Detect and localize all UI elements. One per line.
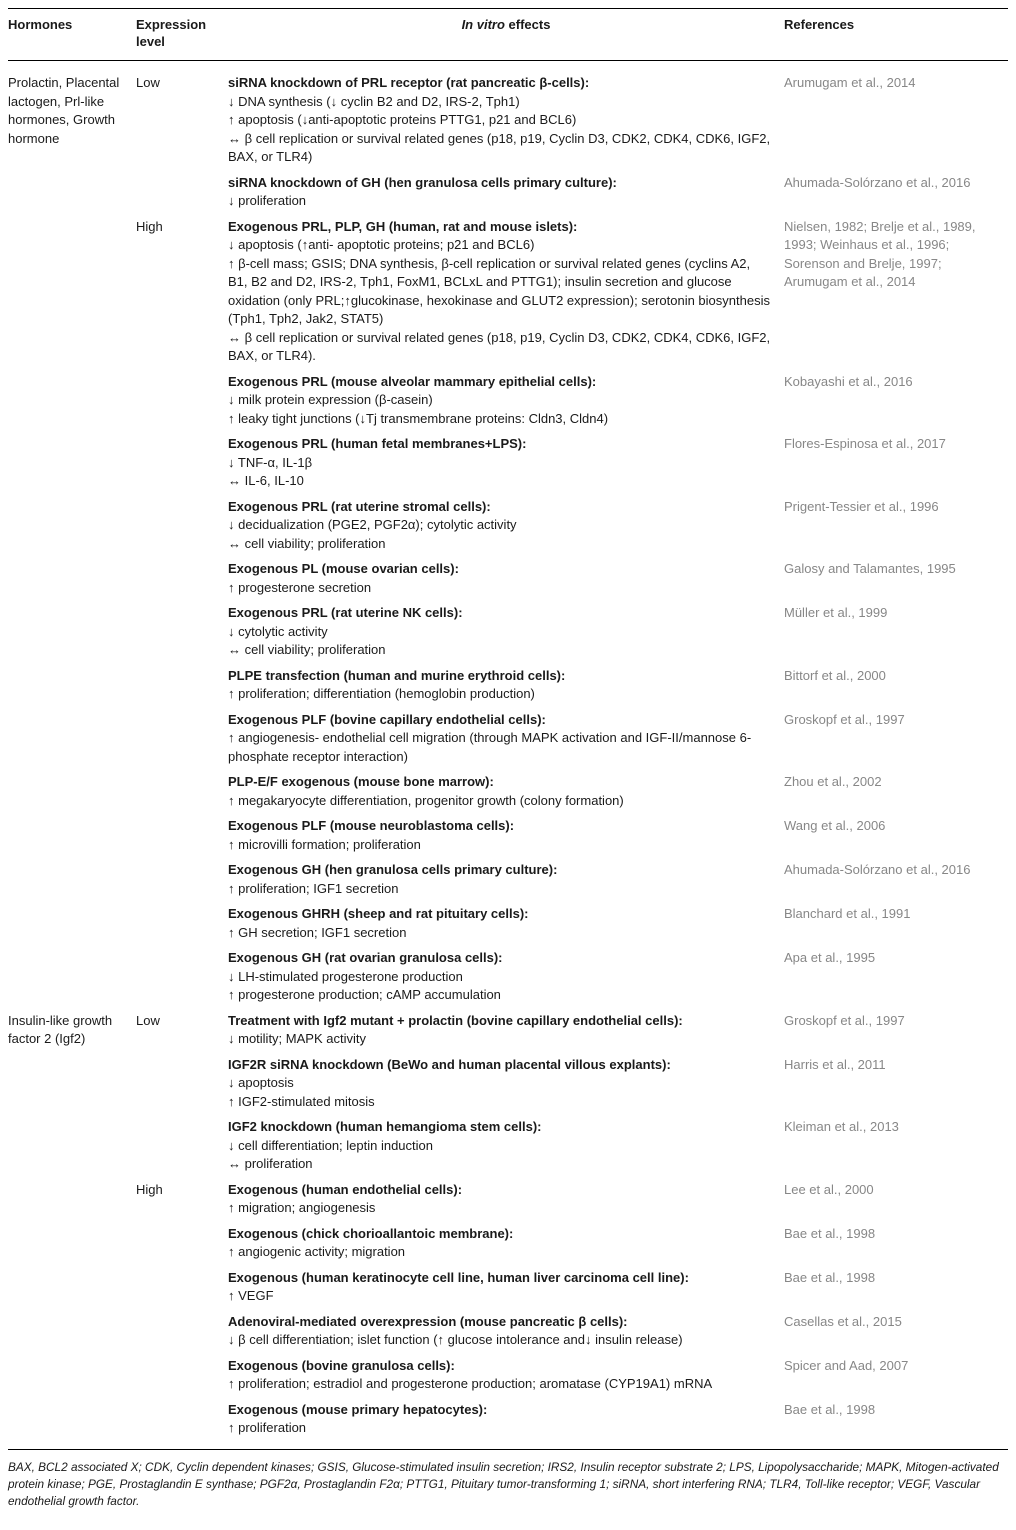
effect-line: ↓ apoptosis (↑anti- apoptotic proteins; p21 and BCL6) bbox=[228, 237, 535, 252]
effect-line: ↑ apoptosis (↓anti-apoptotic proteins PTTG1, p21 and BCL6) bbox=[228, 112, 577, 127]
expression-level-cell bbox=[136, 498, 228, 554]
effect-line: ↑ β-cell mass; GSIS; DNA synthesis, β-cell replication or survival related genes (cyclins A2, B1, B2 and D2, IRS-2, Tph1, FoxM1, BCLxL and PTTG1); insulin secretion and glucose oxidation (only PRL;↑glucokinase, hexokinase and GLUT2 expression); serotonin biosynthesis (Tph1, Tph2, Jak2, STAT5) bbox=[228, 255, 770, 326]
effects-cell bbox=[228, 1225, 784, 1262]
hormone-cell bbox=[8, 773, 136, 810]
effect-line: ↓ decidualization (PGE2, PGF2α); cytolytic activity bbox=[228, 517, 517, 532]
reference-cell: Groskopf et al., 1997 bbox=[784, 1012, 905, 1028]
entry-title: Exogenous PL (mouse ovarian cells): bbox=[228, 561, 459, 576]
effect-line: ↑ progesterone secretion bbox=[228, 579, 372, 595]
entry-title: siRNA knockdown of PRL receptor (rat pancreatic β-cells): bbox=[228, 75, 590, 90]
header-hormones: Hormones bbox=[8, 17, 73, 32]
effect-line: ↔ β cell replication or survival related genes (p18, p19, Cyclin D3, CDK2, CDK4, CDK6, IGF2, BAX, or TLR4). bbox=[228, 329, 771, 363]
effects-cell bbox=[228, 74, 784, 167]
entry-title: siRNA knockdown of GH (hen granulosa cells primary culture): bbox=[228, 174, 617, 190]
table-row bbox=[8, 905, 1008, 942]
table-row bbox=[8, 1225, 1008, 1262]
hormone-cell bbox=[8, 435, 136, 491]
expression-level-cell bbox=[136, 1225, 228, 1262]
expression-level-cell: Low bbox=[136, 75, 160, 90]
expression-level-cell bbox=[136, 861, 228, 898]
table-row bbox=[8, 435, 1008, 491]
table-row bbox=[8, 1118, 1008, 1174]
expression-level-cell: High bbox=[136, 1181, 163, 1197]
effect-line: ↑ proliferation bbox=[228, 1420, 307, 1435]
effects-cell bbox=[228, 817, 784, 854]
effects-cell bbox=[228, 1401, 784, 1438]
hormone-cell bbox=[8, 667, 136, 704]
reference-cell: Spicer and Aad, 2007 bbox=[784, 1357, 909, 1373]
effect-line: ↑ megakaryocyte differentiation, progenitor growth (colony formation) bbox=[228, 792, 624, 808]
effect-line: ↔ proliferation bbox=[228, 1156, 313, 1171]
reference-cell: Ahumada-Solórzano et al., 2016 bbox=[784, 174, 971, 190]
expression-level-cell: Low bbox=[136, 1012, 160, 1028]
effect-line: ↓ cytolytic activity bbox=[228, 623, 328, 639]
table-row bbox=[8, 817, 1008, 854]
hormone-cell bbox=[8, 560, 136, 597]
hormone-cell bbox=[8, 174, 136, 211]
table-row bbox=[8, 604, 1008, 660]
reference-cell: Bae et al., 1998 bbox=[784, 1225, 876, 1241]
effects-cell bbox=[228, 905, 784, 942]
effects-cell bbox=[228, 435, 784, 491]
entry-title: Treatment with Igf2 mutant + prolactin (bovine capillary endothelial cells): bbox=[228, 1012, 683, 1028]
table-row bbox=[8, 861, 1008, 898]
effects-cell bbox=[228, 560, 784, 597]
entry-title: Exogenous PRL (rat uterine stromal cells): bbox=[228, 498, 491, 514]
table-row bbox=[8, 373, 1008, 429]
reference-cell: Bae et al., 1998 bbox=[784, 1401, 876, 1417]
reference-cell: Blanchard et al., 1991 bbox=[784, 906, 911, 921]
expression-level-cell bbox=[136, 1056, 228, 1112]
expression-level-cell bbox=[136, 1357, 228, 1394]
effects-cell bbox=[228, 711, 784, 767]
effect-line: ↑ microvilli formation; proliferation bbox=[228, 836, 421, 852]
hormone-cell bbox=[8, 498, 136, 554]
hormone-cell: Prolactin, Placental lactogen, Prl-like hormones, Growth hormone bbox=[8, 75, 120, 146]
effect-line: ↔ cell viability; proliferation bbox=[228, 642, 386, 657]
entry-title: Exogenous GH (hen granulosa cells primary culture): bbox=[228, 862, 558, 877]
expression-level-cell bbox=[136, 1118, 228, 1174]
effects-cell bbox=[228, 604, 784, 660]
table-footnote: BAX, BCL2 associated X; CDK, Cyclin dependent kinases; GSIS, Glucose-stimulated insulin secretion; IRS2, Insulin receptor substrate 2; LPS, Lipopolysaccharide; MAPK, Mitogen-activated protein kinase; PGE, Prostaglandin E synthase; PGF2α, Prostaglandin F2α; PTTG1, Pituitary tumor-transforming 1; siRNA, short interfering RNA; TLR4, Toll-like receptor; VEGF, Vascular endothelial growth factor. bbox=[8, 1459, 999, 1508]
effects-table bbox=[8, 8, 1008, 1450]
entry-title: Exogenous PRL (mouse alveolar mammary epithelial cells): bbox=[228, 373, 597, 389]
reference-cell: Bae et al., 1998 bbox=[784, 1269, 876, 1285]
effect-line: ↓ DNA synthesis (↓ cyclin B2 and D2, IRS-2, Tph1) bbox=[228, 93, 520, 109]
hormone-cell bbox=[8, 1401, 136, 1438]
entry-title: Exogenous GH (rat ovarian granulosa cells): bbox=[228, 950, 503, 965]
hormone-cell bbox=[8, 218, 136, 366]
effect-line: ↑ leaky tight junctions (↓Tj transmembrane proteins: Cldn3, Cldn4) bbox=[228, 410, 609, 426]
hormone-cell bbox=[8, 604, 136, 660]
effects-cell bbox=[228, 498, 784, 554]
reference-cell: Flores-Espinosa et al., 2017 bbox=[784, 436, 946, 451]
reference-cell: Harris et al., 2011 bbox=[784, 1056, 886, 1072]
entry-title: Exogenous (chick chorioallantoic membrane): bbox=[228, 1225, 514, 1241]
effects-cell bbox=[228, 949, 784, 1005]
entry-title: IGF2R siRNA knockdown (BeWo and human placental villous explants): bbox=[228, 1056, 671, 1072]
table-row bbox=[8, 498, 1008, 554]
expression-level-cell bbox=[136, 1269, 228, 1306]
hormone-cell bbox=[8, 1313, 136, 1350]
effects-cell bbox=[228, 773, 784, 810]
reference-cell: Galosy and Talamantes, 1995 bbox=[784, 561, 956, 576]
hormone-cell bbox=[8, 373, 136, 429]
reference-cell: Zhou et al., 2002 bbox=[784, 774, 882, 789]
reference-cell: Groskopf et al., 1997 bbox=[784, 711, 905, 727]
effect-line: ↓ proliferation bbox=[228, 193, 307, 208]
effect-line: ↓ cell differentiation; leptin induction bbox=[228, 1137, 433, 1153]
table-row bbox=[8, 218, 1008, 366]
effect-line: ↑ migration; angiogenesis bbox=[228, 1200, 376, 1215]
hormone-cell bbox=[8, 1225, 136, 1262]
table-row bbox=[8, 1181, 1008, 1218]
reference-cell: Müller et al., 1999 bbox=[784, 605, 888, 620]
effect-line: ↔ β cell replication or survival related genes (p18, p19, Cyclin D3, CDK2, CDK4, CDK6, IGF2, BAX, or TLR4) bbox=[228, 130, 771, 164]
reference-cell: Lee et al., 2000 bbox=[784, 1181, 874, 1197]
effects-cell bbox=[228, 1012, 784, 1049]
effects-cell bbox=[228, 1118, 784, 1174]
table-row bbox=[8, 74, 1008, 167]
reference-cell: Arumugam et al., 2014 bbox=[784, 75, 916, 90]
effects-cell bbox=[228, 174, 784, 211]
header-references: References bbox=[784, 17, 855, 32]
entry-title: Exogenous PLF (mouse neuroblastoma cells): bbox=[228, 818, 515, 833]
hormone-cell bbox=[8, 817, 136, 854]
table-header-row bbox=[8, 9, 1008, 61]
hormone-cell: Insulin-like growth factor 2 (Igf2) bbox=[8, 1012, 113, 1046]
expression-level-cell bbox=[136, 373, 228, 429]
entry-title: Exogenous PRL (human fetal membranes+LPS): bbox=[228, 436, 527, 451]
table-row bbox=[8, 1313, 1008, 1350]
reference-cell: Bittorf et al., 2000 bbox=[784, 667, 886, 683]
expression-level-cell bbox=[136, 817, 228, 854]
table-row bbox=[8, 1056, 1008, 1112]
table-row bbox=[8, 1401, 1008, 1438]
expression-level-cell bbox=[136, 667, 228, 704]
effects-cell bbox=[228, 1269, 784, 1306]
effects-cell bbox=[228, 373, 784, 429]
reference-cell: Apa et al., 1995 bbox=[784, 950, 876, 965]
hormone-cell bbox=[8, 1118, 136, 1174]
effect-line: ↑ proliferation; differentiation (hemoglobin production) bbox=[228, 686, 535, 701]
table-row bbox=[8, 1012, 1008, 1049]
header-in-vitro-effects bbox=[228, 16, 784, 50]
reference-cell: Casellas et al., 2015 bbox=[784, 1313, 902, 1329]
table-row bbox=[8, 711, 1008, 767]
entry-title: PLP-E/F exogenous (mouse bone marrow): bbox=[228, 774, 494, 789]
expression-level-cell bbox=[136, 773, 228, 810]
hormone-cell bbox=[8, 861, 136, 898]
effect-line: ↓ LH-stimulated progesterone production bbox=[228, 968, 463, 984]
table-row bbox=[8, 1269, 1008, 1306]
entry-title: PLPE transfection (human and murine erythroid cells): bbox=[228, 667, 566, 683]
table-row bbox=[8, 773, 1008, 810]
effect-line: ↑ GH secretion; IGF1 secretion bbox=[228, 924, 407, 940]
effect-line: ↑ proliferation; IGF1 secretion bbox=[228, 880, 399, 896]
effect-line: ↑ angiogenesis- endothelial cell migration (through MAPK activation and IGF-II/mannose 6-phosphate receptor interaction) bbox=[228, 730, 752, 764]
expression-level-cell bbox=[136, 1313, 228, 1350]
effect-line: ↓ milk protein expression (β-casein) bbox=[228, 392, 433, 407]
hormone-cell bbox=[8, 905, 136, 942]
hormone-cell bbox=[8, 949, 136, 1005]
entry-title: Exogenous (mouse primary hepatocytes): bbox=[228, 1401, 488, 1417]
reference-cell: Ahumada-Solórzano et al., 2016 bbox=[784, 862, 971, 877]
expression-level-cell bbox=[136, 711, 228, 767]
expression-level-cell: High bbox=[136, 218, 163, 234]
table-body bbox=[8, 61, 1008, 1450]
expression-level-cell bbox=[136, 1401, 228, 1438]
expression-level-cell bbox=[136, 604, 228, 660]
reference-cell: Wang et al., 2006 bbox=[784, 818, 886, 833]
table-row bbox=[8, 667, 1008, 704]
effects-cell bbox=[228, 861, 784, 898]
expression-level-cell bbox=[136, 435, 228, 491]
entry-title: Exogenous PLF (bovine capillary endothelial cells): bbox=[228, 711, 546, 727]
effect-line: ↔ IL-6, IL-10 bbox=[228, 473, 304, 488]
hormone-cell bbox=[8, 711, 136, 767]
header-effects-italic-part: In vitro bbox=[461, 17, 505, 32]
reference-cell: Prigent-Tessier et al., 1996 bbox=[784, 498, 939, 514]
entry-title: Adenoviral-mediated overexpression (mouse pancreatic β cells): bbox=[228, 1313, 628, 1329]
entry-title: Exogenous (human endothelial cells): bbox=[228, 1181, 463, 1197]
table-row bbox=[8, 174, 1008, 211]
reference-cell: Nielsen, 1982; Brelje et al., 1989, 1993; Weinhaus et al., 1996; Sorenson and Brelje, 1997; Arumugam et al., 2014 bbox=[784, 218, 976, 289]
expression-level-cell bbox=[136, 905, 228, 942]
reference-cell: Kleiman et al., 2013 bbox=[784, 1119, 899, 1134]
effects-cell bbox=[228, 667, 784, 704]
entry-title: IGF2 knockdown (human hemangioma stem cells): bbox=[228, 1119, 542, 1134]
entry-title: Exogenous (bovine granulosa cells): bbox=[228, 1357, 455, 1373]
hormone-cell bbox=[8, 1357, 136, 1394]
effect-line: ↑ VEGF bbox=[228, 1288, 274, 1303]
effect-line: ↓ motility; MAPK activity bbox=[228, 1031, 366, 1046]
hormone-cell bbox=[8, 1269, 136, 1306]
effect-line: ↑ proliferation; estradiol and progesterone production; aromatase (CYP19A1) mRNA bbox=[228, 1376, 713, 1391]
table-row bbox=[8, 560, 1008, 597]
table-row bbox=[8, 1357, 1008, 1394]
effects-cell bbox=[228, 1056, 784, 1112]
effects-cell bbox=[228, 1313, 784, 1350]
header-effects-rest-part: effects bbox=[504, 17, 551, 32]
effect-line: ↓ TNF-α, IL-1β bbox=[228, 454, 313, 470]
effect-line: ↑ IGF2-stimulated mitosis bbox=[228, 1093, 375, 1109]
effect-line: ↑ progesterone production; cAMP accumulation bbox=[228, 987, 501, 1002]
effect-line: ↔ cell viability; proliferation bbox=[228, 535, 386, 551]
expression-level-cell bbox=[136, 949, 228, 1005]
expression-level-cell bbox=[136, 174, 228, 211]
header-expression-level: Expression level bbox=[136, 17, 207, 49]
hormone-cell bbox=[8, 1181, 136, 1218]
effects-cell bbox=[228, 1181, 784, 1218]
entry-title: Exogenous GHRH (sheep and rat pituitary cells): bbox=[228, 906, 529, 921]
entry-title: Exogenous (human keratinocyte cell line, human liver carcinoma cell line): bbox=[228, 1269, 689, 1285]
reference-cell: Kobayashi et al., 2016 bbox=[784, 373, 913, 389]
table-row bbox=[8, 949, 1008, 1005]
entry-title: Exogenous PRL, PLP, GH (human, rat and mouse islets): bbox=[228, 218, 578, 234]
effects-cell bbox=[228, 218, 784, 366]
entry-title: Exogenous PRL (rat uterine NK cells): bbox=[228, 605, 463, 620]
effect-line: ↓ β cell differentiation; islet function (↑ glucose intolerance and↓ insulin release) bbox=[228, 1332, 683, 1347]
effect-line: ↑ angiogenic activity; migration bbox=[228, 1244, 406, 1259]
expression-level-cell bbox=[136, 560, 228, 597]
hormone-cell bbox=[8, 1056, 136, 1112]
effects-cell bbox=[228, 1357, 784, 1394]
effect-line: ↓ apoptosis bbox=[228, 1075, 294, 1090]
